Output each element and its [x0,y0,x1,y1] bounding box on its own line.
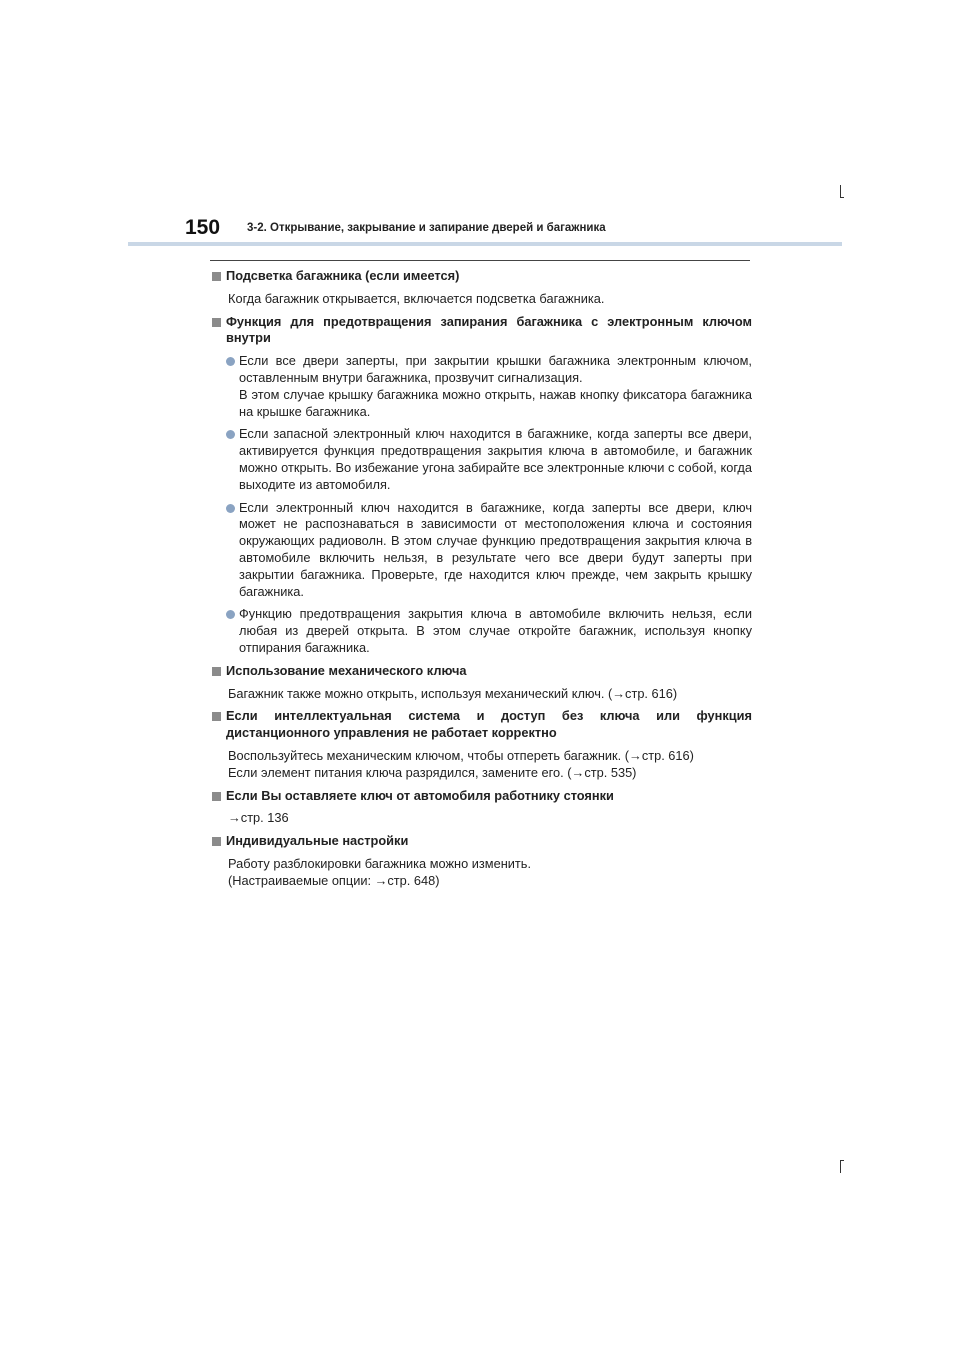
list-item: Функцию предотвращения закрытия ключа в автомобиле включить нельзя, если любая из дверей открыта. В этом случае откройте багажник, используя кнопку отпирания багажника. [212,606,752,656]
section-body: Багажник также можно открыть, используя механический ключ. (→стр. 616) [228,685,678,701]
circle-bullet-icon [226,357,235,366]
circle-bullet-icon [226,504,235,513]
section-heading: Если интеллектуальная система и доступ без ключа или функция дистанционного управления не работает корректно [212,708,752,742]
section-body: Воспользуйтесь механическим ключом, чтобы отпереть багажник. (→стр. 616) Если элемент питания ключа разрядился, замените его. (→стр. 535) [228,747,694,780]
section-heading: Индивидуальные настройки [212,833,752,850]
content-rule [210,260,750,261]
crop-mark-bottom-tick [840,1160,844,1161]
list-item: Если электронный ключ находится в багажнике, когда заперты все двери, ключ может не распознаваться в зависимости от местоположения ключа и состояния окружающих радиоволн. В этом случае функцию предотвращения закрытия ключа в автомобиле включить нельзя, в результате чего все двери будут заперты при закрытии багажника. Проверьте, где находится ключ прежде, чем закрыть крышку багажника. [212,500,752,601]
list-item: Если запасной электронный ключ находится в багажнике, когда заперты все двери, активируется функция предотвращения закрытия ключа в автомобиле, и багажник можно открыть. Во избежание угона забирайте все электронные ключи с собой, когда выходите из автомобиля. [212,426,752,493]
section-body: Когда багажник открывается, включается подсветка багажника. [228,290,605,306]
square-bullet-icon [212,712,221,721]
section-heading: Подсветка багажника (если имеется) [212,268,752,285]
list-item: Если все двери заперты, при закрытии крышки багажника электронным ключом, оставленным внутри багажника, прозвучит сигнализация. В этом случае крышку багажника можно открыть, нажав кнопку фиксатора багажника на крышке багажника. [212,353,752,420]
page-number: 150 [185,216,221,239]
section-heading: Если Вы оставляете ключ от автомобиля работнику стоянки [212,788,752,805]
section-heading: Функция для предотвращения запирания багажника с электронным ключом внутри [212,314,752,348]
square-bullet-icon [212,272,221,281]
section-heading: Использование механического ключа [212,663,752,680]
crop-mark-top-tick [840,197,844,198]
square-bullet-icon [212,837,221,846]
square-bullet-icon [212,667,221,676]
square-bullet-icon [212,318,221,327]
header-bar [128,242,842,246]
circle-bullet-icon [226,610,235,619]
square-bullet-icon [212,792,221,801]
section-title: 3-2. Открывание, закрывание и запирание дверей и багажника [247,222,606,234]
page-content [212,268,756,896]
section-body: Работу разблокировки багажника можно изменить. (Настраиваемые опции: →стр. 648) [228,855,532,888]
section-body: →стр. 136 [228,810,289,826]
crop-mark-bottom [840,1160,841,1173]
circle-bullet-icon [226,430,235,439]
